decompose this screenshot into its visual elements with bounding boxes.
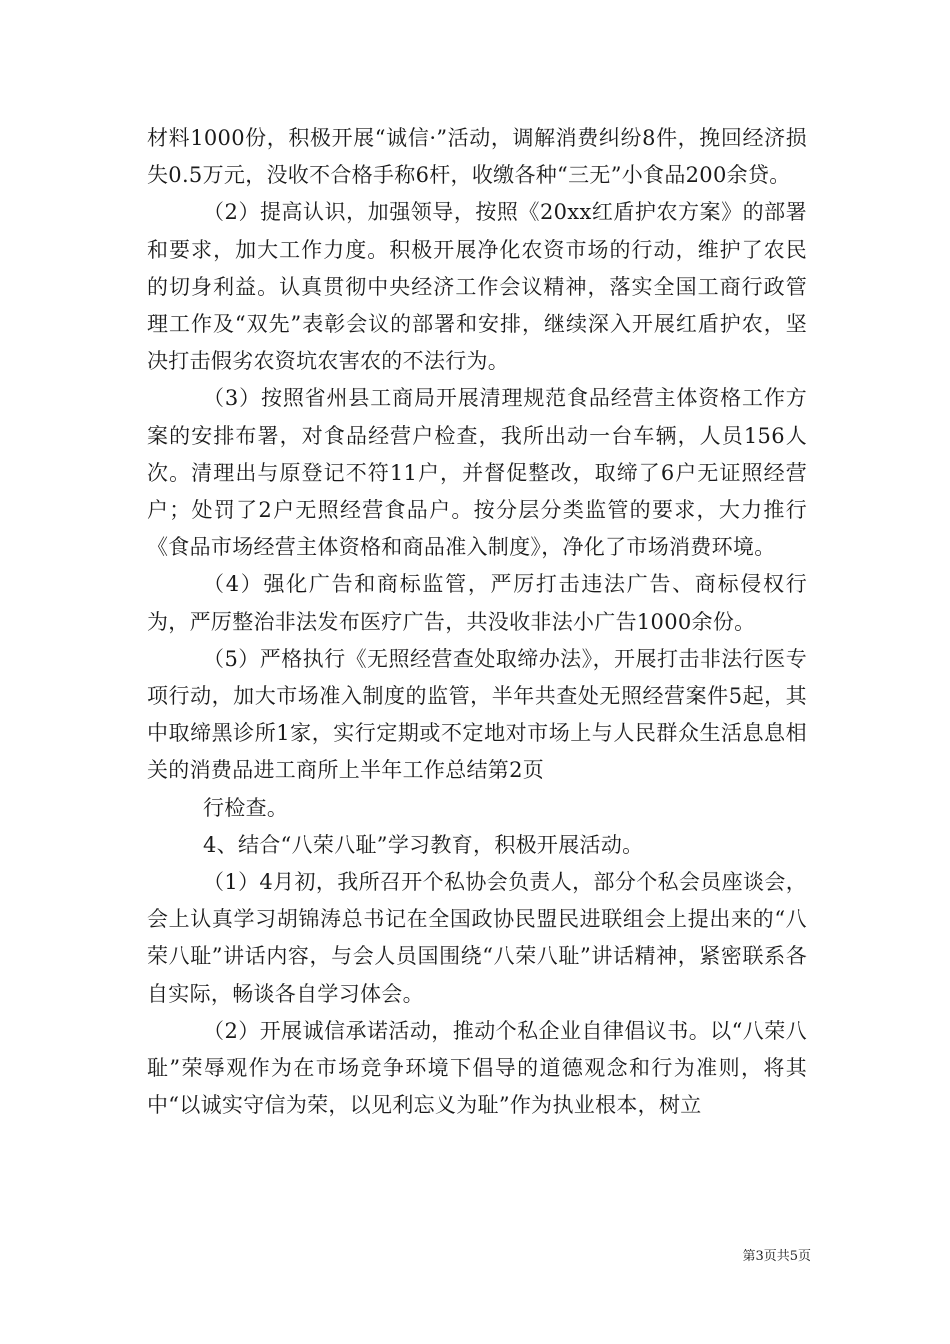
paragraph-continuation: 材料1000份，积极开展“诚信·”活动，调解消费纠纷8件，挽回经济损失0.5万元，没收不合格手称6杆，收缴各种“三无”小食品200余贷。 [147, 126, 807, 188]
paragraph-fragment: 行检查。 [203, 795, 289, 820]
page-number-footer: 第3页共5页 [742, 1249, 811, 1264]
section-heading-4: 4、结合“八荣八耻”学习教育，积极开展活动。 [203, 832, 644, 857]
paragraph-item-3-food-inspection: （3）按照省州县工商局开展清理规范食品经营主体资格工作方案的安排布署，对食品经营户检查，我所出动一台车辆，人员156人次。清理出与原登记不符11户，并督促整改，取缔了6户无证照经营户；处罚了2户无照经营食品户。按分层分类监管的要求，大力推行《食品市场经营主体资格和商品准入制度》，净化了市场消费环境。 [147, 386, 807, 560]
paragraph-item-5-unlicensed: （5）严格执行《无照经营查处取缔办法》，开展打击非法行医专项行动，加大市场准入制度的监管，半年共查处无照经营案件5起，其中取缔黑诊所1家，实行定期或不定地对市场上与人民群众生活息息相关的消费品进工商所上半年工作总结第2页 [147, 646, 807, 783]
paragraph-item-1-symposium: （1）4月初，我所召开个私协会负责人，部分个私会员座谈会，会上认真学习胡锦涛总书记在全国政协民盟民进联组会上提出来的“八荣八耻”讲话内容，与会人员国围绕“八荣八耻”讲话精神，紧密联系各自实际，畅谈各自学习体会。 [147, 870, 807, 1006]
document-body [147, 120, 807, 1124]
paragraph-item-2-integrity: （2）开展诚信承诺活动，推动个私企业自律倡议书。以“八荣八耻”荣辱观作为在市场竞争环境下倡导的道德观念和行为准则，将其中“以诚实守信为荣，以见利忘义为耻”作为执业根本，树立 [147, 1018, 807, 1118]
paragraph-item-2-red-shield: （2）提高认识，加强领导，按照《20xx红盾护农方案》的部署和要求，加大工作力度。积极开展净化农资市场的行动，维护了农民的切身利益。认真贯彻中央经济工作会议精神，落实全国工商行政管理工作及“双先”表彰会议的部署和安排，继续深入开展红盾护农，坚决打击假劣农资坑农害农的不法行为。 [147, 200, 807, 374]
paragraph-item-4-advertising: （4）强化广告和商标监管，严厉打击违法广告、商标侵权行为，严厉整治非法发布医疗广告，共没收非法小广告1000余份。 [147, 572, 807, 634]
